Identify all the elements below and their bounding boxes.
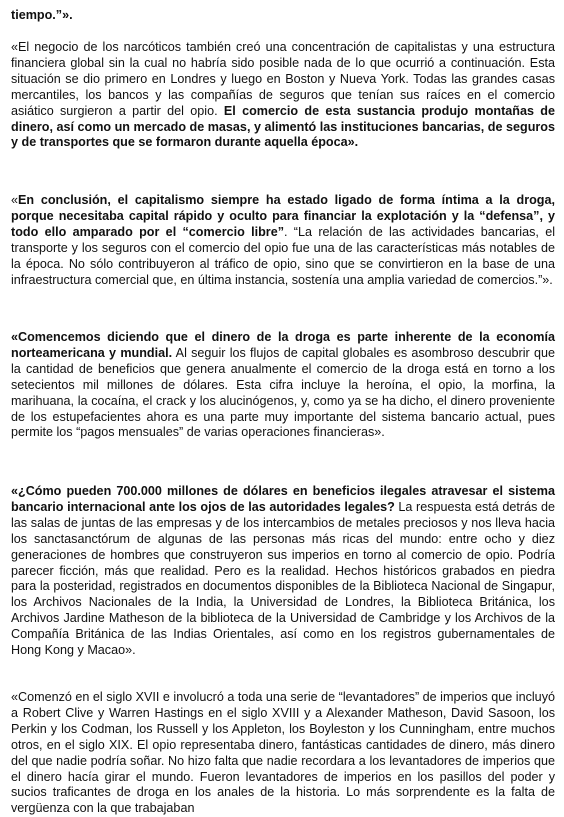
body-text: Al seguir los flujos de capital globales es asombroso descubrir que la cantidad de beneficios que genera anualmente el comercio de la droga está en torno a los setecientos mil millones de dólares. Esta cifra incluye la heroína, el opio, la morfina, la marihuana, la cocaína, el crack y los alucinógenos, y, como ya se ha dicho, el dinero proveniente de los estupefacientes ahora es una parte muy importante del sistema bancario actual, pues permite los “pagos mensuales” de varias operaciones financieras». [11,345,556,440]
paragraph-3 [11,330,555,441]
body-text: « [11,193,19,207]
paragraph-2 [11,193,555,288]
bold-text: «Comencemos diciendo que el dinero de la droga es parte inherente de la economía norteamericana y mundial. [11,330,555,360]
paragraph-0 [11,8,555,24]
bold-text: «¿Cómo pueden 700.000 millones de dólares en beneficios ilegales atravesar el sistema bancario internacional ante los ojos de las autoridades legales? [11,484,555,514]
bold-text: tiempo.”». [11,8,73,22]
paragraph-1 [11,40,555,151]
bold-text: En conclusión, el capitalismo siempre ha estado ligado de forma íntima a la droga, porque necesitaba capital rápido y oculto para financiar la explotación y la “defensa”, y todo ello amparado por el “comercio libre” [11,193,555,239]
bold-text: El comercio de esta sustancia produjo montañas de dinero, así como un mercado de masas, y alimentó las instituciones bancarias, de seguros y de transportes que se formaron durante aquella época». [11,103,556,150]
body-text: . “La relación de las actividades bancarias, el transporte y los seguros con el comercio del opio fue una de las características más notables de la época. No sólo contribuyeron al tráfico de opio, sino que se convirtieron en la base de una infraestructura comercial que, en última instancia, sostenía una amplia variedad de comercios.”». [11,224,555,287]
body-text: La respuesta está detrás de las salas de juntas de las empresas y de los intercambios de metales preciosos y nos lleva hacia los sanctasanctórum de algunas de las personas más ricas del mundo: entre ocho y diez generaciones de hombres que construyeron sus imperios en torno al comercio de opio. Podría parecer ficción, más que realidad. Pero es la realidad. Hechos históricos grabados en piedra para la posteridad, registrados en documentos disponibles de la Biblioteca Nacional de Singapur, los Archivos Nacionales de la India, la Universidad de Londres, la Biblioteca Británica, los Archivos Jardine Matheson de la biblioteca de la Universidad de Cambridge y los Archivos de la Compañía Británica de las Indias Orientales, así como en los registros gubernamentales de Hong Kong y Macao». [11,499,555,658]
body-text: «Comenzó en el siglo XVII e involucró a toda una serie de “levantadores” de imperios que incluyó a Robert Clive y Warren Hastings en el siglo XVIII y a Alexander Matheson, David Sasoon, los Perkin y los Codman, los Russell y los Appleton, los Boyleston y los Cunningham, entre muchos otros, en el siglo XIX. El opio representaba dinero, fantásticas cantidades de dinero, más dinero del que nadie podría soñar. No hizo falta que nadie recordara a los levantadores de imperios que el dinero hacía girar el mundo. Fueron levantadores de imperios en los pasillos del poder y sucios traficantes de droga en los anales de la historia. Lo más sorprendente es la falta de vergüenza con la que trabajaban [11,690,555,816]
body-text: «El negocio de los narcóticos también creó una concentración de capitalistas y una estructura financiera global sin la cual no habría sido posible nada de lo que ocurrió a continuación. Esta situación se dio primero en Londres y luego en Boston y Nueva York. Todas las grandes casas mercantiles, los bancos y las compañías de seguros que tenían sus raíces en el comercio asiático surgieron a partir del opio. [11,40,555,118]
paragraph-4 [11,484,555,659]
paragraph-5 [11,690,555,817]
